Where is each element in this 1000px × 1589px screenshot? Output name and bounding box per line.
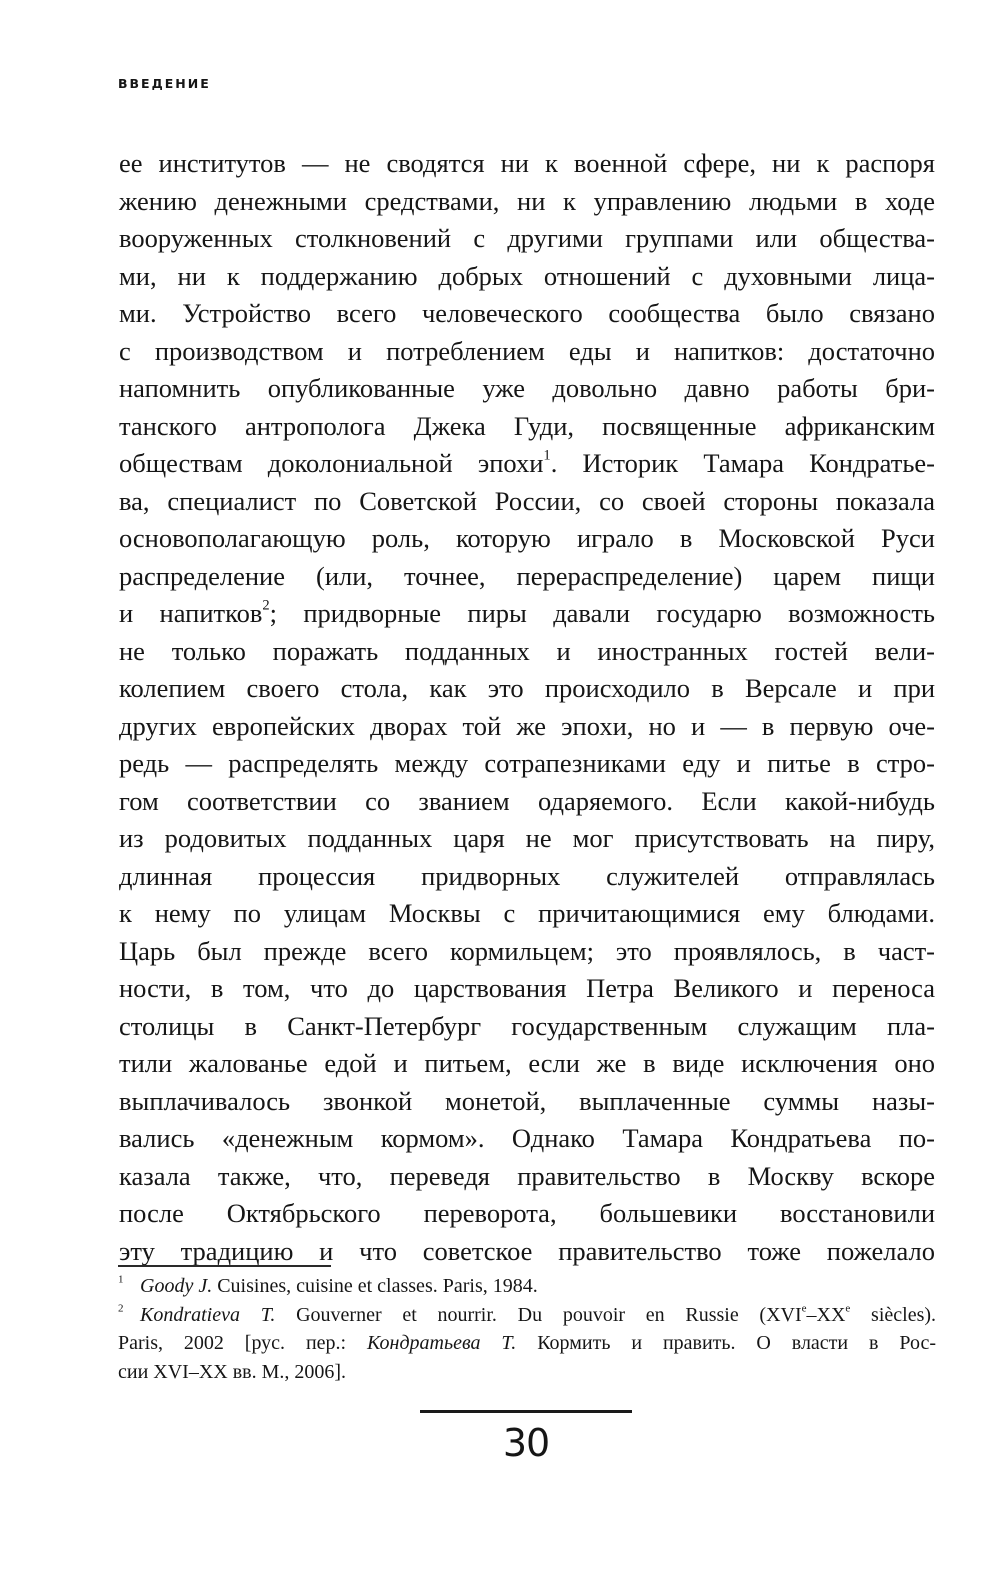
text-line: ми, ни к поддержанию добрых отношений с духовными лица- xyxy=(119,260,935,291)
text-line xyxy=(119,445,935,483)
text-line: вооруженных столкновений с другими группами или общества- xyxy=(119,223,935,253)
footnote-1 xyxy=(118,1272,936,1301)
body-text xyxy=(119,145,935,1270)
footnote-superscript: e xyxy=(845,1302,851,1315)
text-line: из родовитых подданных царя не мог присутствовать на пиру, xyxy=(119,823,935,853)
text-line: гом соответствии со званием одаряемого. Если какой-нибудь xyxy=(119,785,935,816)
text-segment: и напитков xyxy=(119,598,263,628)
footnote-author: Кондратьева Т. xyxy=(367,1332,517,1354)
text-line: после Октябрьского переворота, большевики восстановили xyxy=(119,1198,935,1228)
text-line: эту традицию и что советское правительство тоже пожелало xyxy=(119,1235,935,1266)
text-line: Царь был прежде всего кормильцем; это проявлялось, в част- xyxy=(119,935,935,966)
text-line: вались «денежным кормом». Однако Тамара Кондратьева по- xyxy=(119,1123,935,1153)
text-line: выплачивалось звонкой монетой, выплаченные суммы назы- xyxy=(119,1085,935,1116)
footnote-author: Goody J. xyxy=(140,1275,213,1297)
text-line: распределение (или, точнее, перераспределение) царем пищи xyxy=(119,560,935,591)
footnote-divider xyxy=(118,1265,331,1267)
text-segment: . Историк Тамара Кондратье- xyxy=(550,448,935,478)
text-line: танского антрополога Джека Гуди, посвященные африканским xyxy=(119,410,935,441)
running-head: ВВЕДЕНИЕ xyxy=(118,76,211,91)
footnotes xyxy=(118,1272,936,1386)
footnote-author: Kondratieva T. xyxy=(140,1303,276,1326)
text-segment: обществам доколониальной эпохи xyxy=(119,448,544,478)
footnote-mark: 1 xyxy=(118,1273,124,1286)
text-line: не только поражать подданных и иностранных гостей вели- xyxy=(119,635,935,666)
text-line: тили жалованье едой и питьем, если же в виде исключения оно xyxy=(119,1048,935,1078)
footnote-mark: 2 xyxy=(118,1302,124,1315)
footnote-text: Gouverner et nourrir. Du pouvoir en Russie (XVI xyxy=(296,1303,802,1326)
text-line: к нему по улицам Москвы с причитающимися ему блюдами. xyxy=(119,898,935,928)
footnote-text: siècles). xyxy=(871,1303,937,1326)
footnote-superscript: e xyxy=(801,1302,807,1315)
text-line: ности, в том, что до царствования Петра Великого и переноса xyxy=(119,973,935,1003)
footnote-2-line-2 xyxy=(118,1329,936,1358)
text-line xyxy=(119,595,935,633)
text-segment: ; придворные пиры давали государю возможность xyxy=(269,598,935,628)
text-line: ми. Устройство всего человеческого сообщества было связано xyxy=(119,298,935,328)
text-line: с производством и потреблением еды и напитков: достаточно xyxy=(119,335,935,366)
footnote-ref-2[interactable]: 2 xyxy=(262,597,270,614)
text-line: длинная процессия придворных служителей отправлялась xyxy=(119,860,935,891)
text-line: колепием своего стола, как это происходило в Версале и при xyxy=(119,673,935,703)
text-line: других европейских дворах той же эпохи, но и — в первую оче- xyxy=(119,710,935,741)
page-number-rule xyxy=(420,1410,632,1413)
text-line: ва, специалист по Советской России, со своей стороны показала xyxy=(119,485,935,516)
text-line: основополагающую роль, которую играло в Московской Руси xyxy=(119,523,935,553)
text-line: ее институтов — не сводятся ни к военной сфере, ни к распоря xyxy=(119,148,935,178)
footnote-text: Paris, 2002 [рус. пер.: xyxy=(118,1332,347,1354)
text-line: жению денежными средствами, ни к управлению людьми в ходе xyxy=(119,185,935,216)
footnote-ref-1[interactable]: 1 xyxy=(543,447,551,464)
text-line: казала также, что, переведя правительство в Москву вскоре xyxy=(119,1160,935,1191)
text-line: столицы в Санкт-Петербург государственным служащим пла- xyxy=(119,1010,935,1041)
footnote-2-line-3: сии XVI–XX вв. М., 2006]. xyxy=(118,1360,347,1383)
footnote-2 xyxy=(118,1301,936,1330)
footnote-text: Cuisines, cuisine et classes. Paris, 1984. xyxy=(217,1275,538,1297)
footnote-text: Кормить и править. О власти в Рос- xyxy=(537,1332,937,1354)
text-line: напомнить опубликованные уже довольно давно работы бри- xyxy=(119,373,935,403)
footnote-text: –XX xyxy=(806,1303,846,1326)
text-line: редь — распределять между сотрапезниками еду и питье в стро- xyxy=(119,748,935,778)
page-number: 30 xyxy=(502,1421,550,1465)
